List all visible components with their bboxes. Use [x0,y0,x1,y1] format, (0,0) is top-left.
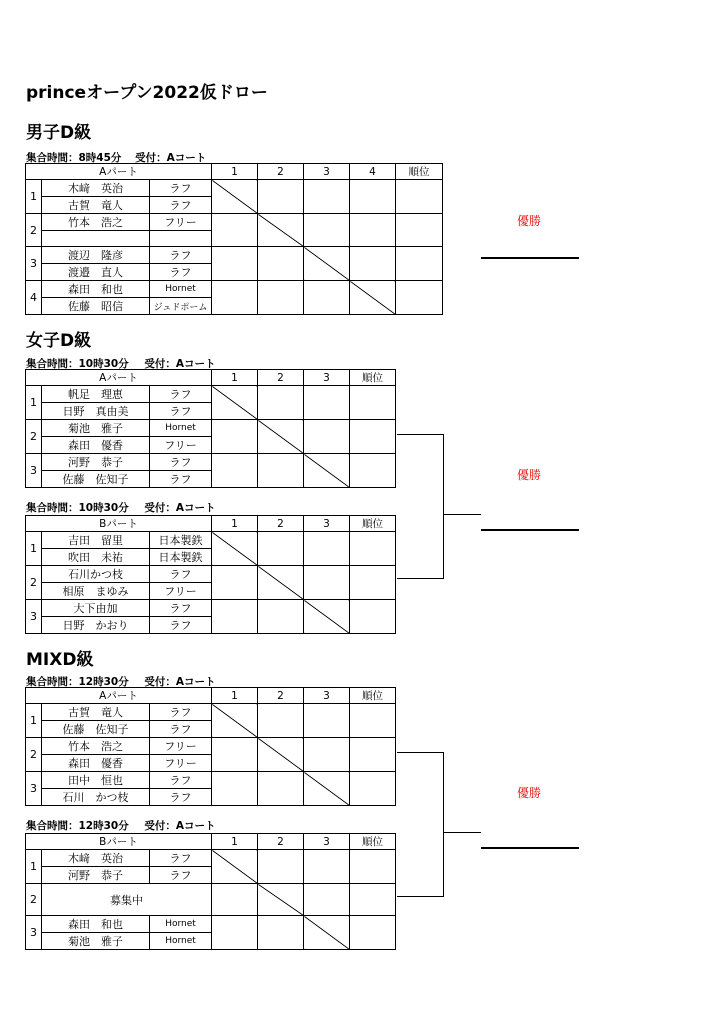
score-cell-self [258,738,304,772]
player-name: 河野 恭子 [42,454,150,471]
player-club [150,231,212,247]
player-club: Hornet [150,916,212,933]
column-header: 2 [258,370,304,386]
meet-court: 受付：Aコート [144,820,216,832]
player-name: 菊池 雅子 [42,420,150,437]
rank-cell [350,532,396,566]
meet-court: 受付：Aコート [144,358,216,370]
team-number: 1 [26,850,42,884]
score-cell [350,180,396,214]
player-club: ラフ [150,850,212,867]
score-cell-self [258,420,304,454]
column-header: 2 [258,164,304,180]
score-cell [304,214,350,247]
bracket-line [443,752,444,897]
page-title: princeオープン2022仮ドロー [26,83,268,103]
score-cell [258,386,304,420]
score-cell-self [350,281,396,315]
part-label: Bパート [26,834,212,850]
player-name: 森田 和也 [42,281,150,298]
section-title-women: 女子D級 [26,331,92,351]
score-cell [304,386,350,420]
score-cell [304,884,350,916]
player-club: ラフ [150,721,212,738]
team-number: 1 [26,386,42,420]
score-cell [258,532,304,566]
score-cell [258,850,304,884]
rank-cell [350,772,396,806]
player-club: ラフ [150,264,212,281]
player-club: ラフ [150,386,212,403]
winner-label-mix: 優勝 [517,786,542,800]
player-club: フリー [150,583,212,600]
player-name: 古賀 竜人 [42,197,150,214]
score-cell [212,247,258,281]
score-cell-self [258,884,304,916]
section-title-mix: MIXD級 [26,650,94,670]
score-cell-self [212,180,258,214]
rank-cell [396,281,443,315]
score-cell [304,704,350,738]
column-header: 1 [212,516,258,532]
rank-cell [350,386,396,420]
player-name: 石川 かつ枝 [42,789,150,806]
player-name: 竹本 浩之 [42,214,150,231]
score-cell [304,180,350,214]
column-header: 1 [212,688,258,704]
player-name: 菊池 雅子 [42,933,150,950]
score-cell-self [212,532,258,566]
rank-cell [350,850,396,884]
score-cell-self [212,704,258,738]
team-number: 2 [26,214,42,247]
score-cell [212,772,258,806]
rank-header: 順位 [350,516,396,532]
draw-table-mix-b [25,833,396,950]
team-number: 2 [26,738,42,772]
score-cell-self [304,454,350,488]
player-club: 日本製鉄 [150,549,212,566]
draw-table-women-a [25,369,396,488]
team-number: 2 [26,566,42,600]
team-number: 3 [26,247,42,281]
score-cell [212,420,258,454]
bracket-line [443,514,481,515]
score-cell [304,281,350,315]
bracket-line [443,434,444,579]
player-name: 古賀 竜人 [42,704,150,721]
score-cell [212,600,258,634]
player-name: 吉田 留里 [42,532,150,549]
player-club: フリー [150,214,212,231]
bracket-line [443,832,481,833]
player-club: ラフ [150,704,212,721]
score-cell [212,916,258,950]
score-cell-self [258,566,304,600]
score-cell [258,600,304,634]
player-name: 吹田 未祐 [42,549,150,566]
column-header: 2 [258,516,304,532]
score-cell-self [304,916,350,950]
player-name [42,231,150,247]
meet-court: 受付：Aコート [144,676,216,688]
part-label: Aパート [26,688,212,704]
player-club: ラフ [150,789,212,806]
meet-time: 集合時間：8時45分 [26,152,122,164]
rank-header: 順位 [350,688,396,704]
player-club: 日本製鉄 [150,532,212,549]
bracket-line [397,896,443,897]
player-name: 佐藤 佐知子 [42,471,150,488]
player-name: 佐藤 佐知子 [42,721,150,738]
player-name: 田中 恒也 [42,772,150,789]
player-club: ラフ [150,403,212,420]
player-name: 河野 恭子 [42,867,150,884]
score-cell-self [304,600,350,634]
player-name: 日野 真由美 [42,403,150,420]
player-club: フリー [150,738,212,755]
player-club: ラフ [150,247,212,264]
player-name: 森田 優香 [42,755,150,772]
rank-cell [350,600,396,634]
team-number: 3 [26,454,42,488]
score-cell [212,566,258,600]
player-club: Hornet [150,420,212,437]
rank-cell [350,454,396,488]
score-cell [258,772,304,806]
draw-table-mix-a [25,687,396,806]
part-label: Aパート [26,370,212,386]
team-number: 3 [26,600,42,634]
player-name: 石川かつ枝 [42,566,150,583]
rank-cell [396,214,443,247]
player-club: ラフ [150,566,212,583]
player-club: フリー [150,437,212,454]
rank-header: 順位 [350,834,396,850]
player-club: ラフ [150,471,212,488]
part-label: Bパート [26,516,212,532]
rank-cell [350,420,396,454]
score-cell [304,850,350,884]
player-name: 渡辺 隆彦 [42,247,150,264]
team-number: 4 [26,281,42,315]
draw-table-men [25,163,443,315]
meet-info-women-b [26,500,216,515]
column-header: 3 [304,688,350,704]
score-cell [304,532,350,566]
column-header: 3 [304,834,350,850]
bracket-line [397,578,443,579]
player-club: Hornet [150,933,212,950]
column-header: 3 [304,370,350,386]
column-header: 4 [350,164,396,180]
bracket-line [397,434,443,435]
player-club: ジュドポーム [150,298,212,315]
score-cell [304,420,350,454]
player-club: ラフ [150,772,212,789]
player-name: 木﨑 英治 [42,180,150,197]
player-name: 大下由加 [42,600,150,617]
player-club: ラフ [150,867,212,884]
team-number: 3 [26,916,42,950]
rank-cell [396,247,443,281]
player-name: 木﨑 英治 [42,850,150,867]
winner-label-women: 優勝 [517,468,542,482]
winner-line-mix [481,847,579,849]
score-cell [350,247,396,281]
score-cell-self [258,214,304,247]
rank-cell [350,704,396,738]
column-header: 1 [212,834,258,850]
recruiting-slot: 募集中 [42,884,212,916]
rank-cell [350,884,396,916]
team-number: 2 [26,420,42,454]
rank-cell [350,916,396,950]
score-cell [258,454,304,488]
winner-label-men: 優勝 [517,214,542,228]
score-cell-self [212,850,258,884]
score-cell-self [212,386,258,420]
column-header: 3 [304,516,350,532]
bracket-line [397,752,443,753]
player-name: 佐藤 昭信 [42,298,150,315]
player-name: 渡邉 直人 [42,264,150,281]
column-header: 1 [212,164,258,180]
player-club: ラフ [150,617,212,634]
player-name: 竹本 浩之 [42,738,150,755]
score-cell [258,281,304,315]
meet-time: 集合時間：10時30分 [26,502,129,514]
draw-table-women-b [25,515,396,634]
team-number: 1 [26,704,42,738]
rank-cell [396,180,443,214]
winner-line-women [481,529,579,531]
part-label: Aパート [26,164,212,180]
column-header: 3 [304,164,350,180]
team-number: 3 [26,772,42,806]
meet-info-mix-b [26,818,216,833]
meet-court: 受付：Aコート [144,502,216,514]
meet-time: 集合時間：12時30分 [26,820,129,832]
player-club: ラフ [150,180,212,197]
section-title-men: 男子D級 [26,123,92,143]
player-name: 森田 和也 [42,916,150,933]
team-number: 1 [26,532,42,566]
score-cell [212,738,258,772]
score-cell [304,738,350,772]
column-header: 1 [212,370,258,386]
team-number: 2 [26,884,42,916]
meet-court: 受付：Aコート [135,152,207,164]
player-club: ラフ [150,600,212,617]
score-cell [212,281,258,315]
meet-time: 集合時間：10時30分 [26,358,129,370]
score-cell [350,214,396,247]
score-cell [212,884,258,916]
score-cell [212,214,258,247]
player-name: 相原 まゆみ [42,583,150,600]
rank-cell [350,738,396,772]
player-club: フリー [150,755,212,772]
rank-cell [350,566,396,600]
column-header: 2 [258,834,304,850]
score-cell [258,916,304,950]
score-cell [258,247,304,281]
score-cell [258,704,304,738]
score-cell-self [304,772,350,806]
score-cell [212,454,258,488]
score-cell [304,566,350,600]
team-number: 1 [26,180,42,214]
score-cell-self [304,247,350,281]
column-header: 2 [258,688,304,704]
score-cell [258,180,304,214]
rank-header: 順位 [396,164,443,180]
player-club: Hornet [150,281,212,298]
rank-header: 順位 [350,370,396,386]
meet-time: 集合時間：12時30分 [26,676,129,688]
player-club: ラフ [150,197,212,214]
winner-line-men [481,257,579,259]
player-club: ラフ [150,454,212,471]
player-name: 森田 優香 [42,437,150,454]
player-name: 日野 かおり [42,617,150,634]
player-name: 帆足 理恵 [42,386,150,403]
